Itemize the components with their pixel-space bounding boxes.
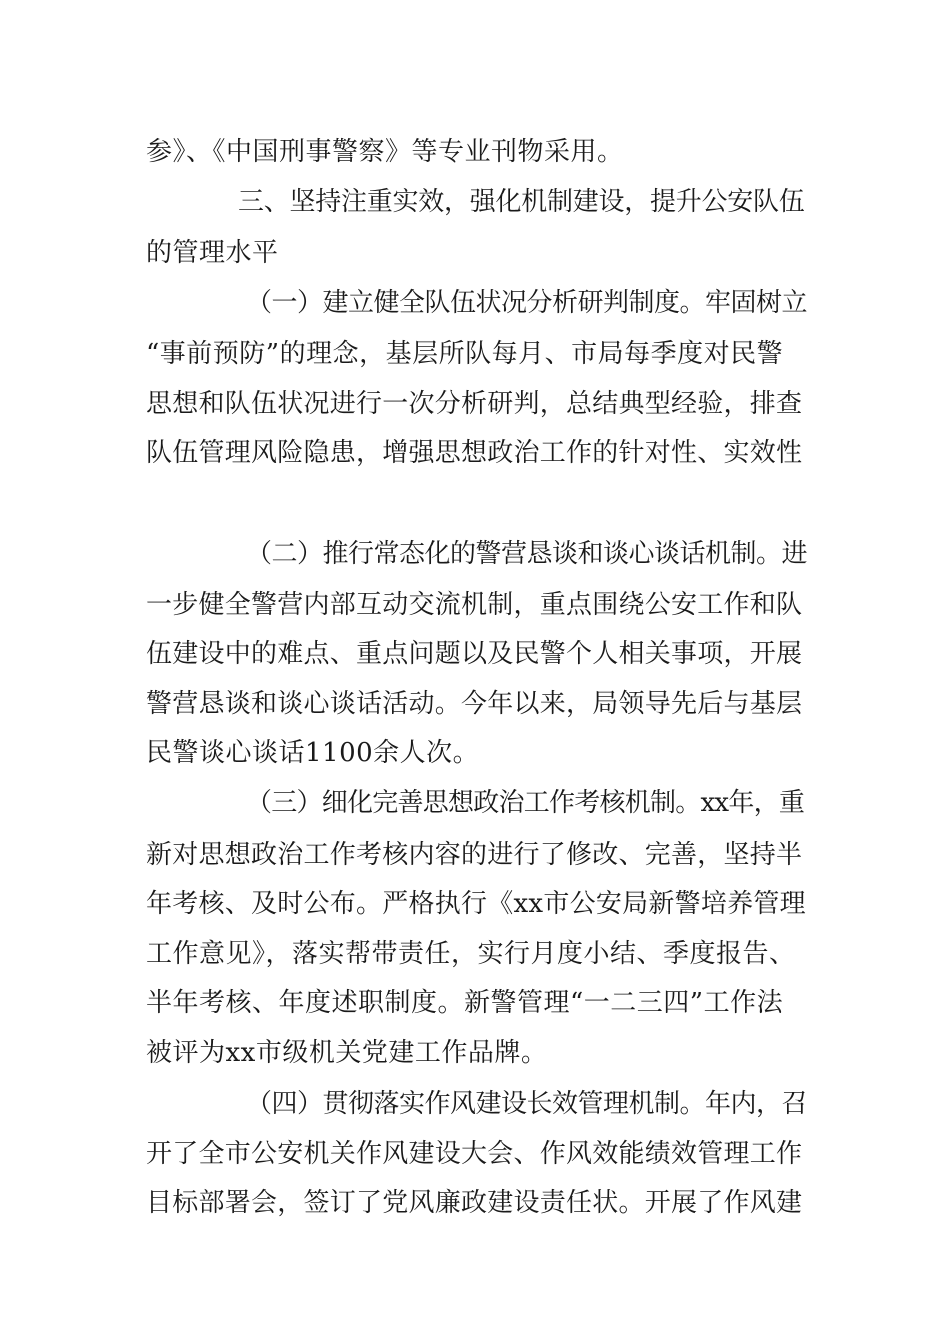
paragraph-start: （一）建立健全队伍状况分析研判制度。牢固树立 <box>246 288 808 318</box>
text-line: 伍建设中的难点、重点问题以及民警个人相关事项，开展 <box>146 639 803 669</box>
section-heading-cont: 的管理水平 <box>146 238 279 268</box>
paragraph-start: （二）推行常态化的警营恳谈和谈心谈话机制。进 <box>246 539 808 569</box>
text-line: 年考核、及时公布。严格执行《xx市公安局新警培养管理 <box>146 889 806 919</box>
paragraph-start: （四）贯彻落实作风建设长效管理机制。年内，召 <box>246 1089 808 1119</box>
text-line: 一步健全警营内部互动交流机制，重点围绕公安工作和队 <box>146 590 803 620</box>
text-line: 警营恳谈和谈心谈话活动。今年以来，局领导先后与基层 <box>146 689 803 719</box>
text-line: 新对思想政治工作考核内容的进行了修改、完善，坚持半 <box>146 840 803 870</box>
text-line: 民警谈心谈话1100余人次。 <box>146 738 480 768</box>
paragraph-start: （三）细化完善思想政治工作考核机制。xx年，重 <box>246 788 805 818</box>
text-line: 半年考核、年度述职制度。新警管理“一二三四”工作法 <box>146 988 784 1018</box>
text-line: 目标部署会，签订了党风廉政建设责任状。开展了作风建 <box>146 1188 803 1218</box>
text-line: 参》、《中国刑事警察》等专业刊物采用。 <box>146 137 624 167</box>
text-line: 思想和队伍状况进行一次分析研判，总结典型经验，排查 <box>146 389 803 419</box>
text-line: “事前预防”的理念，基层所队每月、市局每季度对民警 <box>146 339 784 369</box>
text-line: 开了全市公安机关作风建设大会、作风效能绩效管理工作 <box>146 1139 803 1169</box>
text-line: 工作意见》，落实帮带责任，实行月度小结、季度报告、 <box>146 939 796 969</box>
text-line: 被评为xx市级机关党建工作品牌。 <box>146 1038 548 1068</box>
section-heading: 三、坚持注重实效，强化机制建设，提升公安队伍 <box>238 187 805 217</box>
text-line: 队伍管理风险隐患，增强思想政治工作的针对性、实效性 <box>146 438 803 468</box>
